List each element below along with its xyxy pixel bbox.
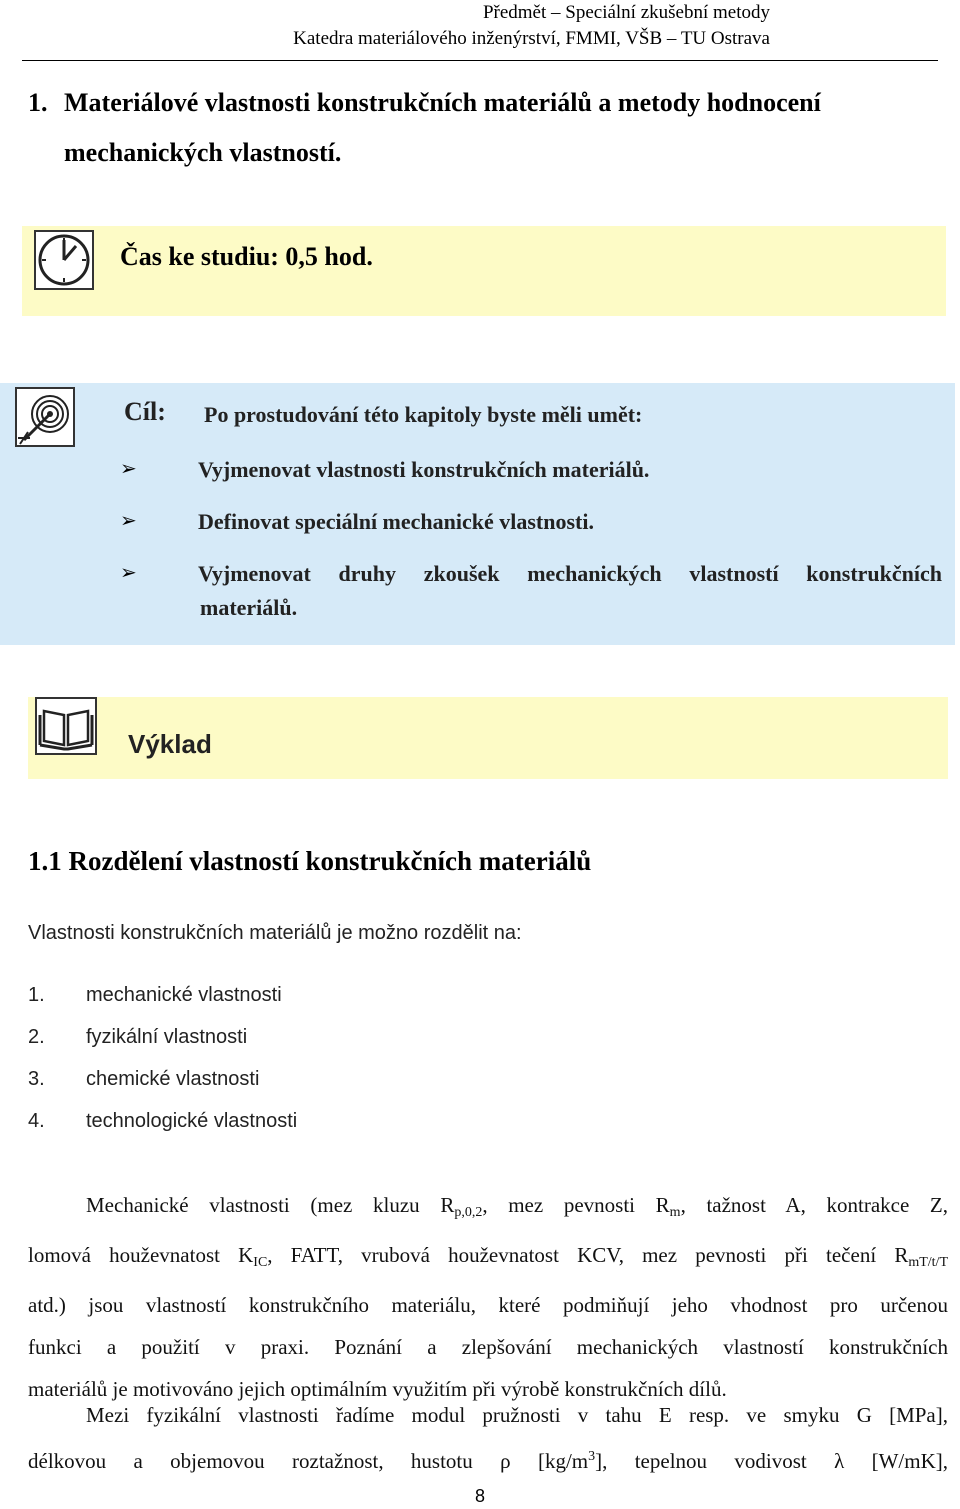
list-item-number: 2. xyxy=(28,1026,45,1048)
goal-intro: Po prostudování této kapitoly byste měli umět: xyxy=(204,402,643,427)
study-time-text: Čas ke studiu: 0,5 hod. xyxy=(120,242,373,271)
page-header xyxy=(0,0,960,52)
explanation-label: Výklad xyxy=(128,729,212,759)
header-department: Katedra materiálového inženýrství, FMMI, VŠB – TU Ostrava xyxy=(293,28,770,49)
target-icon xyxy=(14,386,74,446)
paragraph-line: Mezi fyzikální vlastnosti řadíme modul pružnosti v tahu E resp. ve smyku G [MPa], xyxy=(86,1403,948,1427)
bullet-arrow-icon: ➢ xyxy=(120,562,137,584)
list-item-number: 3. xyxy=(28,1068,45,1090)
goal-item: Definovat speciální mechanické vlastnosti. xyxy=(198,509,594,534)
list-item-number: 1. xyxy=(28,984,45,1006)
goal-label: Cíl: xyxy=(124,397,166,426)
study-time-box xyxy=(22,226,946,316)
chapter-title-line1: Materiálové vlastnosti konstrukčních materiálů a metody hodnocení xyxy=(64,88,821,117)
physical-properties-paragraph xyxy=(28,1394,948,1482)
section-heading: 1.1 Rozdělení vlastností konstrukčních materiálů xyxy=(28,846,592,876)
goal-box xyxy=(0,383,955,645)
list-item-number: 4. xyxy=(28,1110,45,1132)
list-item: mechanické vlastnosti xyxy=(86,984,282,1006)
goal-item-line1: Vyjmenovat druhy zkoušek mechanických vlastností konstrukčních xyxy=(198,561,942,586)
header-divider xyxy=(22,60,938,61)
clock-icon xyxy=(34,230,92,284)
list-item: fyzikální vlastnosti xyxy=(86,1026,248,1048)
bullet-arrow-icon: ➢ xyxy=(120,510,137,532)
goal-item: Vyjmenovat vlastnosti konstrukčních materiálů. xyxy=(198,457,650,482)
book-icon xyxy=(34,697,96,755)
page-number: 8 xyxy=(474,1486,485,1506)
paragraph-line: atd.) jsou vlastností konstrukčního materiálu, které podmiňují jeho vhodnost pro určenou xyxy=(28,1293,948,1317)
explanation-box xyxy=(28,697,948,779)
paragraph-line: Mechanické vlastnosti (mez kluzu $R_{p,0,2}$, mez pevnosti $R_m$, tažnost A, kontrakce Z, xyxy=(86,1193,948,1220)
section-intro: Vlastnosti konstrukčních materiálů je možno rozdělit na: xyxy=(28,922,522,944)
chapter-number: 1. xyxy=(28,88,48,117)
paragraph-line: délkovou a objemovou roztažnost, hustotu ρ $[kg/m^3]$, tepelnou vodivost λ [W/mK], xyxy=(28,1449,949,1473)
list-item: chemické vlastnosti xyxy=(86,1068,260,1090)
paragraph-line: materiálů je motivováno jejich optimálním využitím při výrobě konstrukčních dílů. xyxy=(28,1377,727,1401)
header-course: Předmět – Speciální zkušební metody xyxy=(482,2,770,23)
chapter-title xyxy=(28,78,821,178)
chapter-title-line2: mechanických vlastností. xyxy=(64,138,342,167)
bullet-arrow-icon: ➢ xyxy=(120,458,137,480)
paragraph-line: funkci a použití v praxi. Poznání a zlepšování mechanických vlastností konstrukčních xyxy=(28,1335,948,1359)
mechanical-properties-paragraph xyxy=(28,1184,948,1410)
paragraph-line: lomová houževnatost $K_{IC}$, FATT, vrubová houževnatost KCV, mez pevnosti při tečení $R_{mT/t/T}$ xyxy=(28,1243,948,1270)
goal-item-line2: materiálů. xyxy=(200,595,298,620)
goal-item xyxy=(198,557,942,591)
list-item: technologické vlastnosti xyxy=(86,1110,298,1132)
